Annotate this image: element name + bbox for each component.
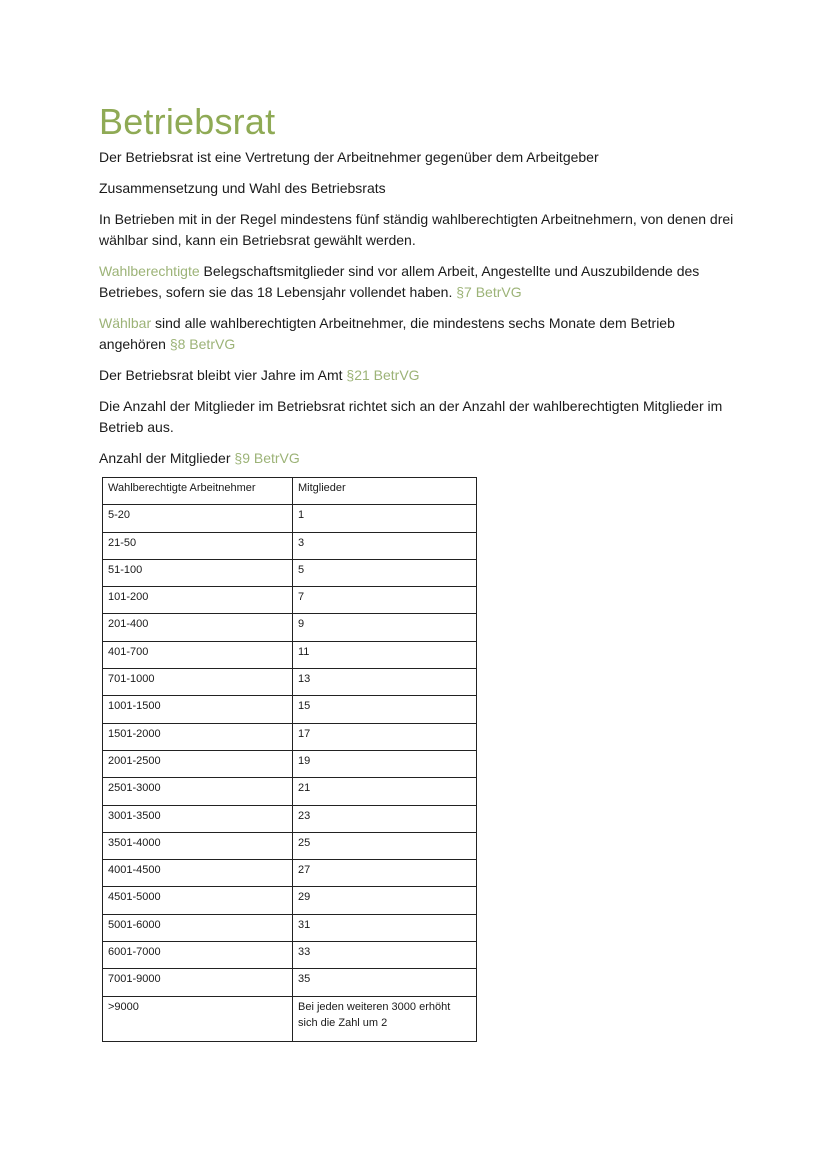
- table-row: [103, 996, 477, 1041]
- cell-members: 15: [293, 696, 477, 723]
- cell-members: 17: [293, 723, 477, 750]
- term-waehlbar: Wählbar: [99, 315, 152, 331]
- term-wahlberechtigte: Wahlberechtigte: [99, 263, 200, 279]
- cell-employees: 5001-6000: [103, 914, 293, 941]
- table-row: [103, 832, 477, 859]
- cell-employees: 3001-3500: [103, 805, 293, 832]
- paragraph-text: sind alle wahlberechtigten Arbeitnehmer, die mindestens sechs Monate dem Betrieb angehören: [99, 315, 675, 352]
- cell-members: 21: [293, 778, 477, 805]
- cell-employees: 21-50: [103, 532, 293, 559]
- law-reference: §7 BetrVG: [456, 284, 522, 300]
- table-row: [103, 669, 477, 696]
- table-row: [103, 641, 477, 668]
- table-row: [103, 723, 477, 750]
- members-table: [102, 477, 477, 1042]
- cell-members: 27: [293, 860, 477, 887]
- cell-members: 29: [293, 887, 477, 914]
- table-row: [103, 942, 477, 969]
- cell-employees: 4501-5000: [103, 887, 293, 914]
- cell-members: 23: [293, 805, 477, 832]
- table-row: [103, 914, 477, 941]
- caption-text: Anzahl der Mitglieder: [99, 450, 235, 466]
- cell-members: 35: [293, 969, 477, 996]
- paragraph-member-count: Die Anzahl der Mitglieder im Betriebsrat richtet sich an der Anzahl der wahlberechtigten Mitglieder im Betrieb aus.: [99, 398, 723, 435]
- cell-members: 1: [293, 505, 477, 532]
- law-reference: §9 BetrVG: [234, 450, 300, 466]
- table-caption: [99, 448, 739, 469]
- cell-members: 19: [293, 750, 477, 777]
- cell-employees: 401-700: [103, 641, 293, 668]
- cell-members: Bei jeden weiteren 3000 erhöht sich die Zahl um 2: [293, 996, 477, 1041]
- paragraph-election-requirements: In Betrieben mit in der Regel mindestens fünf ständig wahlberechtigten Arbeitnehmern, von denen drei wählbar sind, kann ein Betriebsrat gewählt werden.: [99, 211, 734, 248]
- table-row: [103, 559, 477, 586]
- cell-employees: 6001-7000: [103, 942, 293, 969]
- paragraph-text: Belegschaftsmitglieder sind vor allem Arbeit, Angestellte und Auszubildende des Betriebes, sofern sie das 18 Lebensjahr vollendet haben.: [99, 263, 700, 300]
- law-reference: §8 BetrVG: [169, 336, 236, 352]
- table-header-cell: Wahlberechtigte Arbeitnehmer: [103, 478, 293, 505]
- table-row: [103, 887, 477, 914]
- cell-employees: >9000: [103, 996, 293, 1041]
- table-row: [103, 532, 477, 559]
- section-subheading: Zusammensetzung und Wahl des Betriebsrats: [99, 180, 386, 196]
- cell-employees: 51-100: [103, 559, 293, 586]
- table-row: [103, 750, 477, 777]
- cell-members: 33: [293, 942, 477, 969]
- cell-employees: 3501-4000: [103, 832, 293, 859]
- table-header-row: [103, 478, 477, 505]
- cell-members: 7: [293, 587, 477, 614]
- table-row: [103, 696, 477, 723]
- cell-members: 9: [293, 614, 477, 641]
- table-row: [103, 614, 477, 641]
- table-row: [103, 969, 477, 996]
- table-row: [103, 860, 477, 887]
- paragraph-term-of-office: [99, 365, 739, 386]
- cell-members: 13: [293, 669, 477, 696]
- table-row: [103, 778, 477, 805]
- cell-employees: 4001-4500: [103, 860, 293, 887]
- document-page: [99, 100, 739, 1042]
- table-row: [103, 587, 477, 614]
- cell-employees: 2001-2500: [103, 750, 293, 777]
- paragraph-text: Der Betriebsrat bleibt vier Jahre im Amt: [99, 367, 347, 383]
- cell-employees: 101-200: [103, 587, 293, 614]
- cell-members: 31: [293, 914, 477, 941]
- cell-employees: 1001-1500: [103, 696, 293, 723]
- cell-employees: 7001-9000: [103, 969, 293, 996]
- table-header-cell: Mitglieder: [293, 478, 477, 505]
- paragraph-eligible-candidates: [99, 313, 739, 355]
- law-reference: §21 BetrVG: [346, 367, 420, 383]
- cell-employees: 5-20: [103, 505, 293, 532]
- cell-employees: 2501-3000: [103, 778, 293, 805]
- intro-paragraph: Der Betriebsrat ist eine Vertretung der Arbeitnehmer gegenüber dem Arbeitgeber: [99, 149, 599, 165]
- cell-employees: 701-1000: [103, 669, 293, 696]
- cell-employees: 1501-2000: [103, 723, 293, 750]
- cell-employees: 201-400: [103, 614, 293, 641]
- cell-members: 25: [293, 832, 477, 859]
- cell-members: 5: [293, 559, 477, 586]
- table-row: [103, 805, 477, 832]
- page-title: Betriebsrat: [99, 101, 276, 142]
- cell-members: 3: [293, 532, 477, 559]
- paragraph-eligible-voters: [99, 261, 739, 303]
- table-row: [103, 505, 477, 532]
- cell-members: 11: [293, 641, 477, 668]
